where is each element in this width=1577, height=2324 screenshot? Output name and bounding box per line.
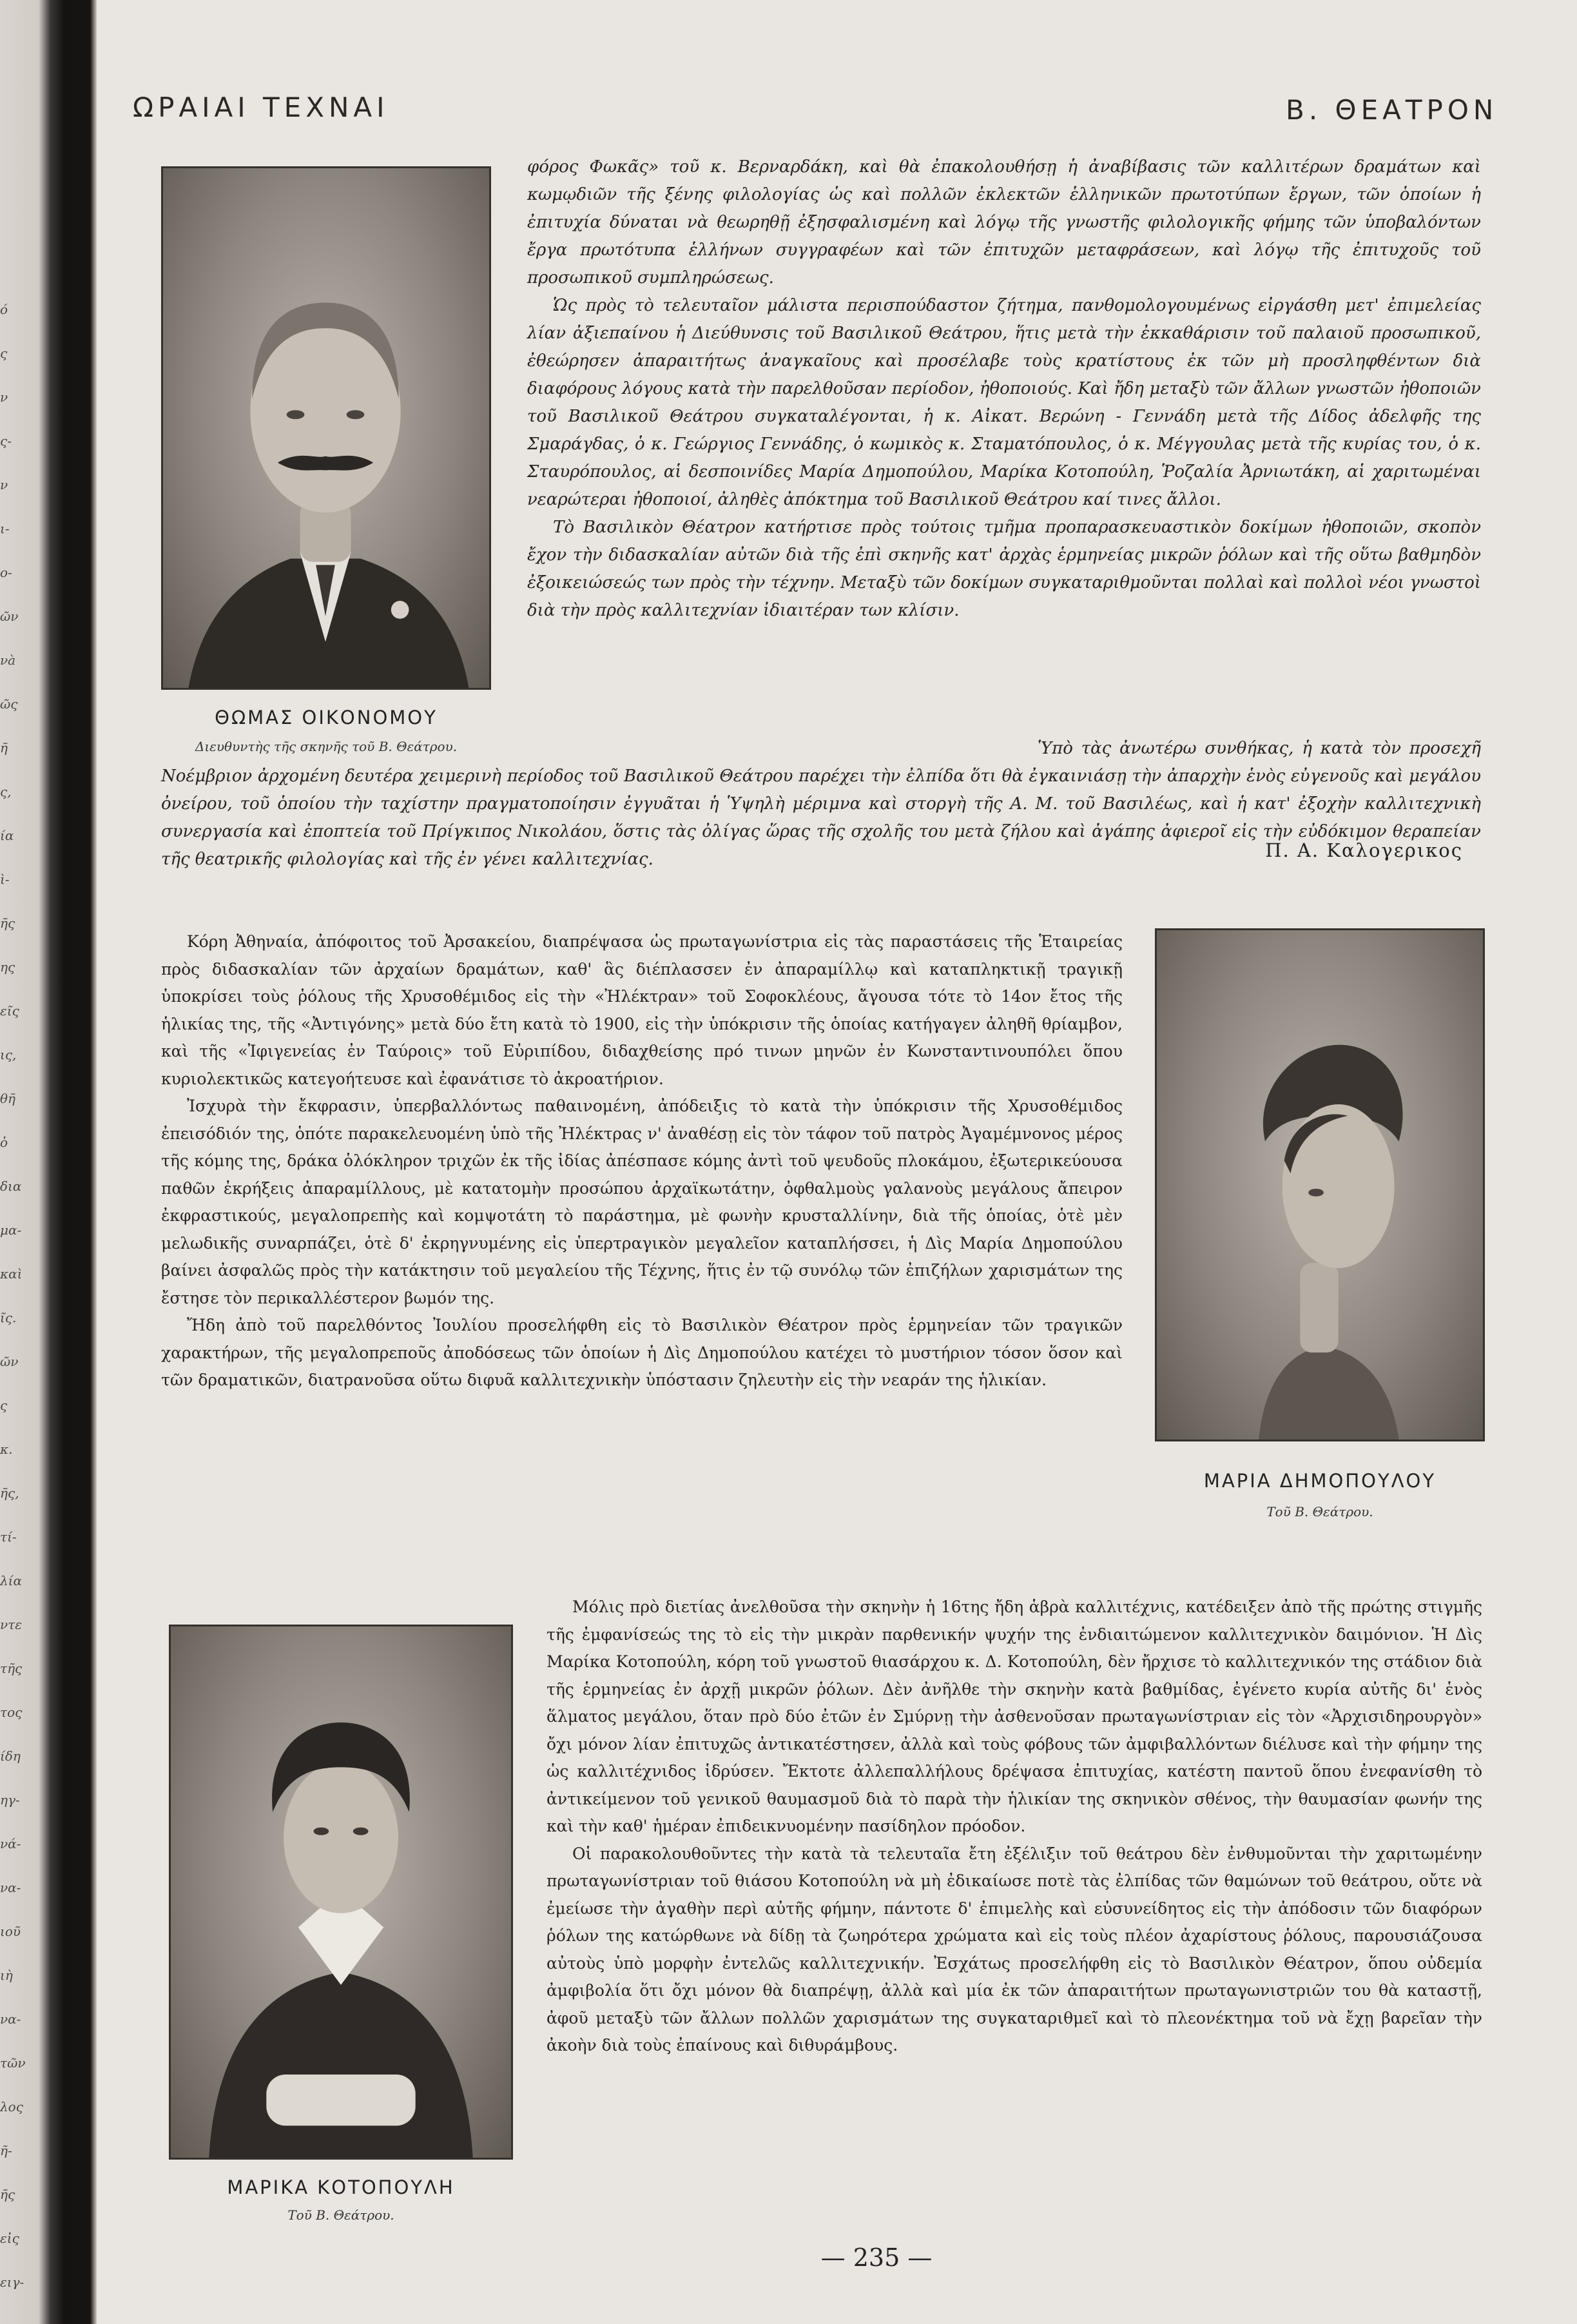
portrait-kotopouli [169, 1625, 513, 2160]
margin-fragment: ῆ- [0, 2143, 12, 2158]
caption-kotopouli-name: ΜΑΡΙΚΑ ΚΟΤΟΠΟΥΛΗ [227, 2176, 455, 2198]
margin-fragment: ιοῦ [0, 1924, 21, 1939]
portrait-oikonomou-figure [163, 168, 489, 688]
running-head-left: ΩΡΑΙΑΙ ΤΕΧΝΑΙ [133, 92, 389, 123]
margin-fragment: ῶς [0, 696, 18, 712]
margin-fragment: ς, [0, 784, 12, 799]
caption-dimopoulou-name: ΜΑΡΙΑ ΔΗΜΟΠΟΥΛΟΥ [1203, 1470, 1437, 1492]
margin-fragment: ὁ [0, 1135, 8, 1150]
margin-fragment: ντε [0, 1617, 22, 1632]
article-dimopoulou [161, 928, 1123, 1394]
article-paragraph: Τὸ Βασιλικὸν Θέατρον κατήρτισε πρὸς τούτοις τμῆμα προπαρασκευαστικὸν δοκίμων ἠθοποιῶν, σκοπὸν ἔχον τὴν διδασκαλίαν αὐτῶν διὰ τῆς ἐπὶ σκηνῆς κατ' ἀρχὰς ἑρμηνείας μικρῶν ῥόλων καὶ τῆς οὕτω βαθμηδὸν ἐξοικειώσεώς των πρὸς τὴν τέχνην. Μεταξὺ τῶν δοκίμων συγκαταριθμοῦνται πολλαὶ καὶ πολλοὶ νέοι γνωστοὶ διὰ τὴν πρὸς καλλιτεχνίαν ἰδιαιτέραν των κλίσιν. [527, 518, 1481, 620]
article-theatre-upper [527, 153, 1481, 625]
article-paragraph: Ὑπὸ τὰς ἀνωτέρω συνθήκας, ἡ κατὰ τὸν προσεχῆ Νοέμβριον ἀρχομένη δευτέρα χειμερινὴ περίοδος τοῦ Βασιλικοῦ Θεάτρου παρέχει τὴν ἐλπίδα ὅτι θὰ ἐγκαινιάσῃ τὴν ἀπαρχὴν ἑνὸς εὐγενοῦς καὶ μεγάλου ὀνείρου, τοῦ ὁποίου τὴν ταχίστην πραγματοποίησιν ἐγγυᾶται ἡ Ὑψηλὴ μέριμνα καὶ στοργὴ τῆς Α. Μ. τοῦ Βασιλέως, καὶ ἡ κατ' ἐξοχὴν καλλιτεχνικὴ συνεργασία καὶ ἐποπτεία τοῦ Πρίγκιπος Νικολάου, ὅστις τὰς ὀλίγας ὥρας τῆς σχολῆς του μετὰ ζήλου καὶ ἀγάπης ἀφιεροῖ εἰς τὴν εὐδόκιμον θεραπείαν τῆς θεατρικῆς φιλολογίας καὶ τῆς ἐν γένει καλλιτεχνίας. [161, 739, 1481, 869]
margin-fragment: τῶν [0, 2055, 26, 2071]
margin-fragment: δια [0, 1178, 22, 1194]
margin-fragment: ία [0, 828, 14, 843]
margin-fragment: ηγ- [0, 1792, 20, 1808]
margin-fragment: κ. [0, 1441, 13, 1457]
margin-fragment: τῆς [0, 1661, 23, 1676]
portrait-kotopouli-figure [171, 1626, 511, 2158]
margin-fragment: ιὴ [0, 1968, 13, 1983]
margin-fragment: να- [0, 1880, 21, 1895]
margin-fragment: ῶν [0, 1354, 19, 1369]
portrait-oikonomou [161, 166, 491, 690]
margin-fragment: ῶν [0, 609, 19, 624]
margin-fragment: νà [0, 652, 16, 668]
article-paragraph: Ὡς πρὸς τὸ τελευταῖον μάλιστα περισπούδαστον ζήτημα, πανθομολογουμένως εἰργάσθη μετ' ἐπιμελείας λίαν ἀξιεπαίνου ἡ Διεύθυνσις τοῦ Βασιλικοῦ Θεάτρου, ἥτις μετὰ τὴν ἐκκαθάρισιν τοῦ παλαιοῦ προσωπικοῦ, ἐθεώρησεν ἀπαραιτήτως ἀναγκαῖους καὶ προσέλαβε τοὺς κρατίστους ἐκ τῶν μὴ προσληφθέντων διὰ διαφόρους λόγους κατὰ τὴν παρελθοῦσαν περίοδον, ἠθοποιούς. Καὶ ἤδη μεταξὺ τῶν ἄλλων γνωστῶν ἠθοποιῶν τοῦ Βασιλικοῦ Θεάτρου συγκαταλέγονται, ἡ κ. Αἰκατ. Βερώνη - Γεννάδη μετὰ τῆς Δίδος ἀδελφῆς της Σμαράγδας, ὁ κ. Γεώργιος Γεννάδης, ὁ κωμικὸς κ. Σταματόπουλος, ὁ κ. Μέγγουλας μετὰ τῆς κυρίας του, ὁ κ. Σταυρόπουλος, αἱ δεσποινίδες Μαρία Δημοπούλου, Μαρίκα Κοτοπούλη, Ῥοζαλία Ἀρνιωτάκη, αἱ χαριτωμέναι νεαρώτεραι ἠθοποιοί, ἀληθὲς ἀπόκτημα τοῦ Βασιλικοῦ Θεάτρου καί τινες ἄλλοι. [527, 296, 1481, 509]
article-paragraph: Μόλις πρὸ διετίας ἀνελθοῦσα τὴν σκηνὴν ἡ 16της ἤδη ἁβρὰ καλλιτέχνις, κατέδειξεν ἀπὸ τῆς πρώτης στιγμῆς τῆς ἐμφανίσεώς της τὸ εἰς τὴν μικρὰν παρθενικήν ψυχήν της ἐνδιαιτώμενον καλλιτεχνικὸν δαιμόνιον. Ἡ Δὶς Μαρίκα Κοτοπούλη, κόρη τοῦ γνωστοῦ θιασάρχου κ. Δ. Κοτοπούλη, δὲν ἤρχισε τὸ καλλιτεχνικόν της στάδιον διὰ τῆς ἑρμηνείας ἐν ἀρχῇ μικρῶν ῥόλων. Δὲν ἀνῆλθε τὴν σκηνὴν κατὰ βαθμίδας, ἐγένετο κυρία αὐτῆς δι' ἑνὸς ἅλματος μεγάλου, ὅταν πρὸ δύο ἐτῶν ἐν Σμύρνῃ τὴν ἀσθενοῦσαν πρωταγωνίστριαν εἰς τὸν «Ἀρχισιδηρουργὸν» ὄχι μόνον λίαν ἐπιτυχῶς ἀντικατέστησεν, ἀλλὰ καὶ τοὺς φόβους τῶν ἀμφιβαλλόντων διέλυσε καὶ τὴν φήμην της ὡς καλλιτέχνιδος ἱδρύσεν. Ἔκτοτε ἀλλεπαλλήλους δρέψασα ἐπιτυχίας, κατέστη παντοῦ ὅπου ἐνεφανίσθη τὸ ἀντικείμενον τοῦ γενικοῦ θαυμασμοῦ διὰ τὸ παρὰ τὴν ἡλικίαν της σκηνικὸν σθένος, τὴν θαυμασίαν φωνήν της καὶ τὴν καθ' ἡμέραν ἐπιδεικνυομένην πασίδηλον πρόοδον. [547, 1597, 1482, 1835]
caption-dimopoulou-role: Τοῦ Β. Θεάτρου. [1266, 1504, 1373, 1519]
portrait-dimopoulou-figure [1157, 930, 1483, 1440]
margin-fragment: ῆς [0, 915, 15, 931]
margin-fragment: εἰς [0, 2231, 19, 2246]
margin-fragment: ῖς. [0, 1310, 17, 1325]
portrait-dimopoulou [1155, 928, 1485, 1441]
margin-fragment: ὶ- [0, 872, 10, 887]
margin-fragment: ις, [0, 1047, 17, 1062]
margin-fragment: νά- [0, 1836, 21, 1851]
margin-fragment: λος [0, 2099, 23, 2114]
margin-fragment: τί- [0, 1529, 17, 1545]
caption-oikonomou-role: Διευθυντὴς τῆς σκηνῆς τοῦ Β. Θεάτρου. [195, 739, 458, 754]
margin-fragment: ης [0, 959, 15, 975]
margin-fragment: ν [0, 477, 8, 493]
article-kotopouli [547, 1594, 1482, 2060]
margin-fragment: να- [0, 2011, 21, 2027]
margin-fragment: καὶ [0, 1266, 23, 1282]
article-signature: Π. Α. Καλογερικος [1265, 839, 1463, 861]
margin-fragment: ό [0, 302, 8, 317]
margin-fragment: ς [0, 1398, 8, 1413]
margin-fragment: τος [0, 1704, 23, 1720]
article-paragraph: Ἰσχυρὰ τὴν ἔκφρασιν, ὑπερβαλλόντως παθαινομένη, ἀπόδειξις τὸ κατὰ τὴν ὑπόκρισιν τῆς Χρυσοθέμιδος ἐπεισόδιόν της, ὁπότε παρακελευομένη ὑπὸ τῆς Ἠλέκτρας ν' ἀναθέσῃ εἰς τὸν τάφον τοῦ πατρὸς Ἀγαμέμνονος μέρος τῆς κόμης της, δράκα ὁλόκληρον τριχῶν ἐκ τῆς ἰδίας ἀπέσπασε κόμης ἀντὶ τοῦ ψευδοῦς πλοκάμου, ἐξωτερικεύουσα παθῶν ἐκρήξεις ἀπαραμίλλους, μὲ κατατομὴν προσώπου ἀρχαϊκωτάτην, ὀφθαλμοὺς γαλανοὺς μεγάλους ἄπειρον ἐκφραστικούς, μεγαλοπρεπὴς καὶ κομψοτάτη τὸ παράστημα, μὲ φωνὴν κρυσταλλίνην, διὰ τῆς ὁποίας, ὁτὲ μὲν μελωδικῆς συναρπάζει, ὁτὲ δ' ἐκρηγνυμένης εἰς ὑπερτραγικὸν μεγαλεῖον καταπλήσσει, ἡ Δὶς Μαρία Δημοπούλου βαίνει ἀσφαλῶς πρὸς τὴν κατάκτησιν τοῦ μεγαλείου τῆς Τέχνης, ἥτις ἐν τῷ συνόλῳ τῶν ἐπιζήλων χαρισμάτων της ἔστησε τὸν περικαλλέστερον βωμόν της. [161, 1097, 1123, 1307]
margin-fragment: ειγ- [0, 2274, 24, 2290]
margin-fragment: ῆ [0, 740, 8, 756]
margin-fragment: ς- [0, 433, 12, 449]
margin-fragment: λία [0, 1573, 23, 1588]
margin-fragment: ς [0, 346, 8, 361]
page-number: — 235 — [820, 2243, 933, 2272]
article-paragraph: Κόρη Ἀθηναία, ἀπόφοιτος τοῦ Ἀρσακείου, διαπρέψασα ὡς πρωταγωνίστρια εἰς τὰς παραστάσεις τῆς Ἑταιρείας πρὸς διδασκαλίαν τῶν ἀρχαίων δραμάτων, καθ' ἃς διέπλασσεν ἐν ἀπαραμίλλῳ καὶ καταπληκτικῇ τραγικῇ ὑποκρίσει τοὺς ῥόλους τῆς Χρυσοθέμιδος εἰς τὴν «Ἠλέκτραν» τοῦ Σοφοκλέους, ἄγουσα τότε τὸ 14ον ἔτος τῆς ἡλικίας της, τῆς «Ἀντιγόνης» μετὰ δύο ἔτη κατὰ τὸ 1900, εἰς τὴν ὑπόκρισιν τῆς ὁποίας κατήγαγεν ἀληθῆ θρίαμβον, καὶ τῆς «Ἰφιγενείας ἐν Ταύροις» τοῦ Εὐριπίδου, διδαχθείσης πρό τινων μηνῶν ἐν Κωνσταντινουπόλει ὅπου κυριολεκτικῶς κατεγοήτευσε καὶ ἐφανάτισε τὸ ἀκροατήριον. [161, 932, 1123, 1088]
margin-fragment: θῆ [0, 1091, 16, 1106]
margin-fragment: ίδη [0, 1748, 21, 1764]
article-paragraph: Ἤδη ἀπὸ τοῦ παρελθόντος Ἰουλίου προσελήφθη εἰς τὸ Βασιλικὸν Θέατρον πρὸς ἑρμηνείαν τῶν τραγικῶν χαρακτήρων, τῆς μεγαλοπρεποῦς ἀποδόσεως τῶν ὁποίων ἡ Δὶς Δημοπούλου κατέχει τὸ μυστήριον τόσον ὅσον καὶ τῶν δραματικῶν, διατρανοῦσα οὕτω διφυᾶ καλλιτεχνικὴν ὑπόστασιν ζηλευτὴν εἰς τὴν νεαράν της ἡλικίαν. [161, 1316, 1123, 1389]
margin-fragment: ι- [0, 521, 10, 536]
margin-fragment: ο- [0, 565, 12, 580]
margin-fragment: μα- [0, 1222, 22, 1238]
margin-fragment: ῆς, [0, 1485, 19, 1501]
running-head-right: Β. ΘΕΑΤΡΟΝ [1286, 94, 1498, 126]
article-paragraph: Οἱ παρακολουθοῦντες τὴν κατὰ τὰ τελευταῖα ἔτη ἐξέλιξιν τοῦ θεάτρου δὲν ἐνθυμοῦνται τὴν χαριτωμένην πρωταγωνίστριαν τοῦ θιάσου Κοτοπούλη νὰ μὴ ἐδικαίωσε ποτὲ τὰς ἐλπίδας τῶν θαμώνων τοῦ θεάτρου, οὔτε νὰ ἐμείωσε τὴν ἀγαθὴν περὶ αὐτῆς φήμην, πάντοτε δ' ἐπιμελὴς καὶ εὐσυνείδητος εἰς τὴν ἀπόδοσιν τῶν διαφόρων ῥόλων της κατώρθωνε νὰ δίδῃ τὰ ζωηρότερα χρώματα καὶ εἰς τοὺς πλέον ἀχαρίστους ῥόλους, παρουσιάζουσα αὐτοὺς ὑπὸ μορφὴν ἐντελῶς καλλιτεχνικήν. Ἐσχάτως προσελήφθη εἰς τὸ Βασιλικὸν Θέατρον, ὅπου οὐδεμία ἀμφιβολία ὅτι ὄχι μόνον θὰ διαπρέψῃ, ἀλλὰ καὶ μία ἐκ τῶν ἀπαραιτήτων πρωταγωνιστριῶν του θὰ καταστῇ, ἀφοῦ μεταξὺ τῶν ἄλλων πολλῶν χαρισμάτων της συγκαταριθμεῖ καὶ τὸ πλεονέκτημα τοῦ νὰ ἔχῃ βαρεῖαν τὴν ἀκοὴν διὰ τοὺς ἐπαίνους καὶ διθυράμβους. [547, 1844, 1482, 2055]
caption-oikonomou-name: ΘΩΜΑΣ ΟΙΚΟΝΟΜΟΥ [215, 707, 438, 728]
margin-fragment: εῖς [0, 1003, 19, 1019]
article-paragraph: φόρος Φωκᾶς» τοῦ κ. Βερναρδάκη, καὶ θὰ ἐπακολουθήσῃ ἡ ἀναβίβασις τῶν καλλιτέρων δραμάτων καὶ κωμῳδιῶν τῆς ξένης φιλολογίας ὡς καὶ πολλῶν ἐκλεκτῶν ἑλληνικῶν πρωτοτύπων ἔργων, τῶν ὁποίων ἡ ἐπιτυχία δύναται νὰ θεωρηθῇ ἐξησφαλισμένη καὶ λόγῳ τῆς γνωστῆς φιλολογικῆς φήμης τῶν ὑποβαλόντων ἔργα πρωτότυπα ἑλλήνων συγγραφέων καὶ τῶν ἐπιτυχῶν μεταφράσεων, καὶ λόγῳ τῆς ἐπιτυχοῦς τοῦ προσωπικοῦ συμπληρώσεως. [527, 157, 1481, 288]
caption-kotopouli-role: Τοῦ Β. Θεάτρου. [287, 2207, 394, 2223]
margin-fragment: ν [0, 389, 8, 405]
margin-fragment: ῆς [0, 2187, 15, 2202]
